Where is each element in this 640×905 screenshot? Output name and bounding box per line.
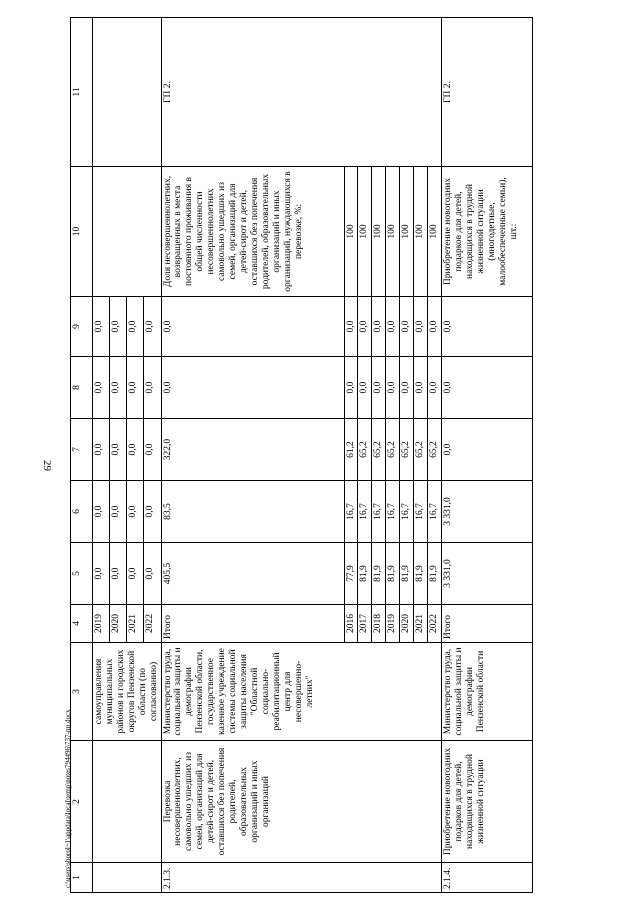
header-cell: 2 — [71, 741, 93, 863]
value-cell: 0,0 — [110, 297, 127, 357]
value-cell: 65,2 — [358, 419, 372, 481]
value-cell: 16,7 — [372, 481, 386, 543]
header-cell: 6 — [71, 481, 93, 543]
value-cell: 0,0 — [161, 357, 344, 419]
value-cell: 81,9 — [386, 543, 400, 605]
value-cell: 0,0 — [110, 357, 127, 419]
value-cell: 0,0 — [127, 357, 144, 419]
value-cell: 65,2 — [400, 419, 414, 481]
value-cell: 0,0 — [144, 481, 161, 543]
value-cell: 0,0 — [428, 297, 442, 357]
value-cell: 0,0 — [144, 357, 161, 419]
value-cell: 65,2 — [386, 419, 400, 481]
year-cell: 2021 — [127, 605, 144, 643]
value-cell: 81,9 — [358, 543, 372, 605]
table-row — [441, 18, 532, 893]
item-number: 2.1.3. — [161, 863, 441, 893]
rotated-page — [70, 18, 615, 893]
total-label: Итого — [161, 605, 344, 643]
value-cell: 83,5 — [161, 481, 344, 543]
page-number: 29 — [41, 460, 53, 471]
indicator-value: 100 — [386, 167, 400, 297]
value-cell: 81,9 — [414, 543, 428, 605]
value-cell: 0,0 — [428, 357, 442, 419]
goal-cell: ГП 2. — [161, 18, 441, 167]
header-cell: 4 — [71, 605, 93, 643]
value-cell: 0,0 — [344, 357, 358, 419]
item-name: Приобретение новогодних подарков для детей, находящихся в трудной жизненной ситуации — [441, 741, 532, 863]
value-cell: 0,0 — [93, 419, 110, 481]
header-cell: 11 — [71, 18, 93, 167]
header-row — [71, 18, 93, 893]
value-cell: 0,0 — [372, 297, 386, 357]
goal-cell: ГП 2. — [441, 18, 532, 167]
value-cell: 16,7 — [386, 481, 400, 543]
value-cell: 0,0 — [386, 357, 400, 419]
value-cell: 0,0 — [93, 481, 110, 543]
value-cell: 405,5 — [161, 543, 344, 605]
header-cell: 8 — [71, 357, 93, 419]
year-cell: 2019 — [386, 605, 400, 643]
value-cell: 0,0 — [358, 297, 372, 357]
value-cell: 0,0 — [110, 419, 127, 481]
value-cell: 61,2 — [344, 419, 358, 481]
indicator-cell: Доля несовершеннолетних, возвращенных в места постоянного проживания в общей численности несовершеннолетних самовольно ушедших из семей, организаций для детей-сирот и детей, оставшихся без попечения родителей, образовательных организаций и иных организаций, нуждающихся в перевозке, %: — [161, 167, 344, 297]
value-cell: 0,0 — [161, 297, 344, 357]
value-cell: 0,0 — [127, 481, 144, 543]
value-cell: 0,0 — [127, 297, 144, 357]
value-cell: 0,0 — [344, 297, 358, 357]
value-cell: 322,0 — [161, 419, 344, 481]
cell-empty — [93, 741, 162, 863]
value-cell: 65,2 — [428, 419, 442, 481]
cell-empty — [93, 18, 162, 167]
value-cell: 0,0 — [441, 297, 532, 357]
value-cell: 0,0 — [144, 543, 161, 605]
value-cell: 77,9 — [344, 543, 358, 605]
value-cell: 16,7 — [414, 481, 428, 543]
value-cell: 0,0 — [144, 297, 161, 357]
total-label: Итого — [441, 605, 532, 643]
file-path-footer: c:\users\sborol~1\appdata\local\temp\notes794496\737-пп.docx — [64, 709, 72, 888]
year-cell: 2017 — [358, 605, 372, 643]
value-cell: 81,9 — [428, 543, 442, 605]
value-cell: 16,7 — [428, 481, 442, 543]
indicator-value: 100 — [372, 167, 386, 297]
value-cell: 0,0 — [414, 357, 428, 419]
year-cell: 2022 — [144, 605, 161, 643]
value-cell: 16,7 — [358, 481, 372, 543]
indicator-value: 100 — [344, 167, 358, 297]
year-cell: 2020 — [400, 605, 414, 643]
item-name: Перевозка несовершеннолетних, самовольно ушедших из семей, организаций для детей-сирот и детей, оставшихся без попечения родителей, образовательных организаций и иных организаций — [161, 741, 441, 863]
year-cell: 2020 — [110, 605, 127, 643]
cell-empty — [93, 167, 162, 297]
value-cell: 81,9 — [400, 543, 414, 605]
value-cell: 0,0 — [127, 543, 144, 605]
header-cell: 7 — [71, 419, 93, 481]
year-cell: 2021 — [414, 605, 428, 643]
value-cell: 0,0 — [110, 481, 127, 543]
header-cell: 10 — [71, 167, 93, 297]
indicator-value: 100 — [358, 167, 372, 297]
value-cell: 0,0 — [441, 357, 532, 419]
value-cell: 0,0 — [400, 357, 414, 419]
value-cell: 0,0 — [441, 419, 532, 481]
header-cell: 3 — [71, 643, 93, 741]
value-cell: 0,0 — [110, 543, 127, 605]
value-cell: 0,0 — [127, 419, 144, 481]
value-cell: 65,2 — [414, 419, 428, 481]
value-cell: 3 331,0 — [441, 481, 532, 543]
value-cell: 0,0 — [93, 357, 110, 419]
value-cell: 0,0 — [93, 297, 110, 357]
value-cell: 0,0 — [93, 543, 110, 605]
executor-cell: самоуправления муниципальных районов и городских округов Пензенской области (по согласованию) — [93, 643, 162, 741]
program-table — [70, 17, 533, 893]
indicator-value: 100 — [400, 167, 414, 297]
indicator-value: 100 — [428, 167, 442, 297]
header-cell: 9 — [71, 297, 93, 357]
table-row — [93, 18, 110, 893]
value-cell: 0,0 — [372, 357, 386, 419]
header-cell: 5 — [71, 543, 93, 605]
indicator-cell: Приобретение новогодних подарков для детей, находящихся в трудной жизненной ситуации (многодетные, малообеспеченные семьи), шт.: — [441, 167, 532, 297]
value-cell: 81,9 — [372, 543, 386, 605]
value-cell: 0,0 — [414, 297, 428, 357]
indicator-value: 100 — [414, 167, 428, 297]
value-cell: 0,0 — [400, 297, 414, 357]
header-cell: 1 — [71, 863, 93, 893]
value-cell: 65,2 — [372, 419, 386, 481]
executor-cell: Министерство труда, социальной защиты и демографии Пензенской области — [441, 643, 532, 741]
value-cell: 3 331,0 — [441, 543, 532, 605]
value-cell: 16,7 — [344, 481, 358, 543]
table-row — [161, 18, 344, 893]
value-cell: 16,7 — [400, 481, 414, 543]
year-cell: 2018 — [372, 605, 386, 643]
value-cell: 0,0 — [386, 297, 400, 357]
cell-empty — [93, 863, 162, 893]
item-number: 2.1.4. — [441, 863, 532, 893]
executor-cell: Министерство труда, социальной защиты и демографии Пензенской области, государственное казенное учреждение системы социальной защиты населения "Областной социально-реабилитационный центр для несовершенно-летних" — [161, 643, 441, 741]
year-cell: 2022 — [428, 605, 442, 643]
value-cell: 0,0 — [358, 357, 372, 419]
year-cell: 2016 — [344, 605, 358, 643]
year-cell: 2019 — [93, 605, 110, 643]
value-cell: 0,0 — [144, 419, 161, 481]
